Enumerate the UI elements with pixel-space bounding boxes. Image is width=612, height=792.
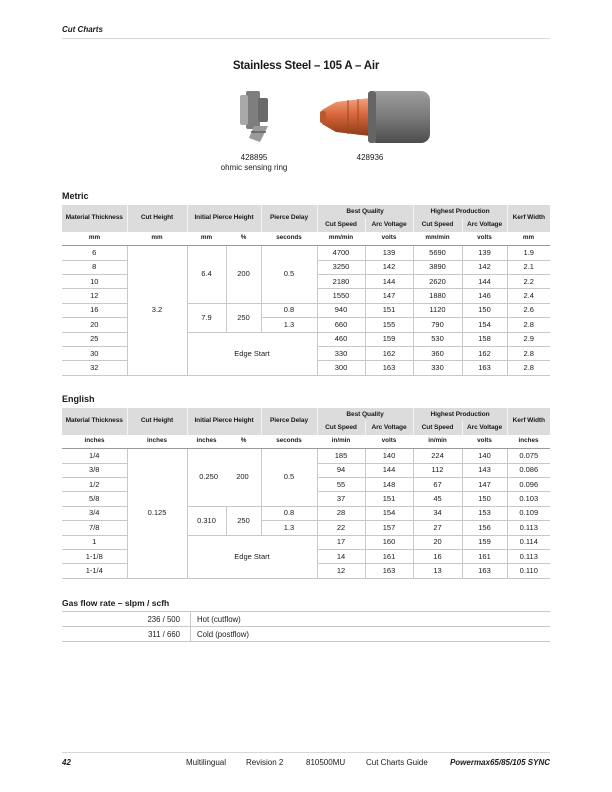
- value-cell: 330: [317, 346, 365, 360]
- unit-cell: inches: [127, 435, 187, 449]
- pierce-percent-value: 200: [236, 472, 249, 482]
- pierce-delay-cell: 0.5: [261, 246, 317, 304]
- edge-start-cell: Edge Start: [187, 332, 317, 375]
- col-cut-speed: Cut Speed: [317, 218, 365, 231]
- value-cell: 67: [413, 477, 462, 491]
- value-cell: 1120: [413, 303, 462, 317]
- gas-flow-heading: Gas flow rate – slpm / scfh: [62, 598, 170, 608]
- gas-flow-label: Hot (cutflow): [191, 612, 551, 627]
- value-cell: 163: [365, 564, 413, 578]
- unit-cell: volts: [462, 232, 507, 246]
- value-cell: 150: [462, 492, 507, 506]
- unit-cell: seconds: [261, 232, 317, 246]
- value-cell: 163: [462, 564, 507, 578]
- footer-guide: Cut Charts Guide: [366, 758, 428, 767]
- value-cell: 158: [462, 332, 507, 346]
- section-header: Cut Charts: [62, 25, 103, 34]
- value-cell: 153: [462, 506, 507, 520]
- pierce-height-cell: 0.310: [187, 506, 226, 535]
- value-cell: 2.8: [507, 361, 550, 375]
- value-cell: 28: [317, 506, 365, 520]
- value-cell: 148: [365, 477, 413, 491]
- value-cell: 161: [365, 549, 413, 563]
- thickness-cell: 10: [62, 274, 127, 288]
- col-best-quality: Best Quality: [317, 408, 413, 421]
- value-cell: 0.114: [507, 535, 550, 549]
- value-cell: 360: [413, 346, 462, 360]
- value-cell: 94: [317, 463, 365, 477]
- table-row: [62, 449, 550, 463]
- value-cell: 147: [365, 289, 413, 303]
- pierce-percent-cell: 200: [226, 246, 261, 304]
- value-cell: 155: [365, 318, 413, 332]
- table-row: [62, 612, 550, 627]
- value-cell: 2620: [413, 274, 462, 288]
- value-cell: 146: [462, 289, 507, 303]
- unit-cell: mm: [127, 232, 187, 246]
- pierce-delay-cell: 1.3: [261, 521, 317, 535]
- value-cell: 156: [462, 521, 507, 535]
- pierce-delay-cell: 0.8: [261, 506, 317, 520]
- col-pierce-delay: Pierce Delay: [261, 408, 317, 435]
- header-divider: [62, 38, 550, 39]
- value-cell: 13: [413, 564, 462, 578]
- thickness-cell: 30: [62, 346, 127, 360]
- english-table: [62, 408, 550, 579]
- value-cell: 2.1: [507, 260, 550, 274]
- value-cell: 143: [462, 463, 507, 477]
- col-highest-production: Highest Production: [413, 408, 507, 421]
- ring-part-number: 428895: [240, 153, 268, 162]
- col-kerf: Kerf Width: [507, 205, 550, 232]
- col-best-quality: Best Quality: [317, 205, 413, 218]
- col-kerf: Kerf Width: [507, 408, 550, 435]
- value-cell: 224: [413, 449, 462, 463]
- value-cell: 3250: [317, 260, 365, 274]
- value-cell: 1880: [413, 289, 462, 303]
- thickness-cell: 1-1/8: [62, 549, 127, 563]
- value-cell: 12: [317, 564, 365, 578]
- thickness-cell: 8: [62, 260, 127, 274]
- thickness-cell: 1-1/4: [62, 564, 127, 578]
- table-row: [62, 246, 550, 260]
- value-cell: 0.113: [507, 521, 550, 535]
- value-cell: 154: [365, 506, 413, 520]
- unit-cell: inches: [507, 435, 550, 449]
- value-cell: 2.2: [507, 274, 550, 288]
- value-cell: 940: [317, 303, 365, 317]
- value-cell: 142: [462, 260, 507, 274]
- thickness-cell: 20: [62, 318, 127, 332]
- cut-height-cell: 0.125: [127, 449, 187, 579]
- metric-heading: Metric: [62, 191, 89, 201]
- unit-cell: inches: [187, 435, 226, 449]
- unit-cell: volts: [462, 435, 507, 449]
- value-cell: 2.6: [507, 303, 550, 317]
- value-cell: 159: [365, 332, 413, 346]
- footer-language: Multilingual: [186, 758, 227, 767]
- value-cell: 27: [413, 521, 462, 535]
- metric-table: [62, 205, 550, 376]
- pierce-height-cell: 6.4: [187, 246, 226, 304]
- value-cell: 140: [462, 449, 507, 463]
- value-cell: 460: [317, 332, 365, 346]
- value-cell: 162: [462, 346, 507, 360]
- value-cell: 5690: [413, 246, 462, 260]
- ring-caption: [206, 153, 302, 173]
- thickness-cell: 3/8: [62, 463, 127, 477]
- nozzle-image: [318, 86, 434, 146]
- unit-cell: in/min: [317, 435, 365, 449]
- thickness-cell: 12: [62, 289, 127, 303]
- col-cut-height: Cut Height: [127, 408, 187, 435]
- value-cell: 2.8: [507, 318, 550, 332]
- pierce-percent-cell: 250: [226, 303, 261, 332]
- value-cell: 790: [413, 318, 462, 332]
- pierce-delay-cell: 0.8: [261, 303, 317, 317]
- value-cell: 147: [462, 477, 507, 491]
- thickness-cell: 16: [62, 303, 127, 317]
- thickness-cell: 32: [62, 361, 127, 375]
- footer-product: Powermax65/85/105 SYNC: [449, 758, 550, 767]
- col-arc-voltage: Arc Voltage: [365, 421, 413, 434]
- value-cell: 157: [365, 521, 413, 535]
- value-cell: 0.109: [507, 506, 550, 520]
- gas-flow-label: Cold (postflow): [191, 627, 551, 642]
- value-cell: 45: [413, 492, 462, 506]
- col-highest-production: Highest Production: [413, 205, 507, 218]
- value-cell: 140: [365, 449, 413, 463]
- ring-description: ohmic sensing ring: [220, 163, 288, 172]
- value-cell: 1.9: [507, 246, 550, 260]
- unit-cell: mm/min: [413, 232, 462, 246]
- value-cell: 1550: [317, 289, 365, 303]
- value-cell: 160: [365, 535, 413, 549]
- value-cell: 2180: [317, 274, 365, 288]
- thickness-cell: 1/2: [62, 477, 127, 491]
- col-pierce-delay: Pierce Delay: [261, 205, 317, 232]
- pierce-delay-cell: 0.5: [261, 449, 317, 507]
- value-cell: 161: [462, 549, 507, 563]
- value-cell: 163: [462, 361, 507, 375]
- unit-cell: inches: [62, 435, 127, 449]
- value-cell: 151: [365, 303, 413, 317]
- ohmic-ring-image: [234, 86, 274, 144]
- value-cell: 37: [317, 492, 365, 506]
- col-pierce-height: Initial Pierce Height: [187, 205, 261, 232]
- value-cell: 3890: [413, 260, 462, 274]
- unit-cell: %: [226, 435, 261, 449]
- english-heading: English: [62, 394, 95, 404]
- col-arc-voltage: Arc Voltage: [462, 421, 507, 434]
- unit-cell: mm: [187, 232, 226, 246]
- value-cell: 55: [317, 477, 365, 491]
- col-cut-height: Cut Height: [127, 205, 187, 232]
- value-cell: 0.075: [507, 449, 550, 463]
- thickness-cell: 1: [62, 535, 127, 549]
- col-material: Material Thickness: [62, 205, 127, 232]
- footer-divider: [62, 752, 550, 753]
- gas-flow-table: [62, 611, 550, 642]
- pierce-delay-cell: 1.3: [261, 318, 317, 332]
- value-cell: 139: [462, 246, 507, 260]
- col-cut-speed: Cut Speed: [413, 421, 462, 434]
- unit-cell: mm: [507, 232, 550, 246]
- unit-cell: volts: [365, 232, 413, 246]
- pierce-height-value: 0.250: [199, 472, 219, 482]
- value-cell: 2.8: [507, 346, 550, 360]
- value-cell: 22: [317, 521, 365, 535]
- col-pierce-height: Initial Pierce Height: [187, 408, 261, 435]
- value-cell: 144: [365, 463, 413, 477]
- pierce-height-cell: 7.9: [187, 303, 226, 332]
- value-cell: 17: [317, 535, 365, 549]
- value-cell: 0.096: [507, 477, 550, 491]
- col-arc-voltage: Arc Voltage: [365, 218, 413, 231]
- value-cell: 144: [462, 274, 507, 288]
- value-cell: 14: [317, 549, 365, 563]
- value-cell: 0.113: [507, 549, 550, 563]
- value-cell: 660: [317, 318, 365, 332]
- value-cell: 330: [413, 361, 462, 375]
- value-cell: 151: [365, 492, 413, 506]
- value-cell: 2.4: [507, 289, 550, 303]
- value-cell: 4700: [317, 246, 365, 260]
- edge-start-cell: Edge Start: [187, 535, 317, 578]
- gas-flow-value: 236 / 500: [62, 612, 191, 627]
- value-cell: 0.086: [507, 463, 550, 477]
- unit-cell: mm: [62, 232, 127, 246]
- cut-height-cell: 3.2: [127, 246, 187, 376]
- value-cell: 162: [365, 346, 413, 360]
- thickness-cell: 5/8: [62, 492, 127, 506]
- value-cell: 0.103: [507, 492, 550, 506]
- page-title: Stainless Steel – 105 A – Air: [232, 60, 380, 72]
- value-cell: 150: [462, 303, 507, 317]
- unit-cell: volts: [365, 435, 413, 449]
- unit-cell: in/min: [413, 435, 462, 449]
- nozzle-part-number: 428936: [356, 153, 384, 162]
- value-cell: 530: [413, 332, 462, 346]
- value-cell: 16: [413, 549, 462, 563]
- value-cell: 139: [365, 246, 413, 260]
- thickness-cell: 1/4: [62, 449, 127, 463]
- value-cell: 34: [413, 506, 462, 520]
- value-cell: 154: [462, 318, 507, 332]
- thickness-cell: 3/4: [62, 506, 127, 520]
- value-cell: 159: [462, 535, 507, 549]
- col-cut-speed: Cut Speed: [317, 421, 365, 434]
- col-arc-voltage: Arc Voltage: [462, 218, 507, 231]
- footer-doc-number: 810500MU: [306, 758, 346, 767]
- page-number: 42: [62, 758, 71, 767]
- value-cell: 2.9: [507, 332, 550, 346]
- thickness-cell: 25: [62, 332, 127, 346]
- thickness-cell: 7/8: [62, 521, 127, 535]
- value-cell: 112: [413, 463, 462, 477]
- table-row: [62, 627, 550, 642]
- value-cell: 20: [413, 535, 462, 549]
- pierce-percent-cell: 250: [226, 506, 261, 535]
- value-cell: 142: [365, 260, 413, 274]
- value-cell: 300: [317, 361, 365, 375]
- value-cell: 163: [365, 361, 413, 375]
- value-cell: 0.110: [507, 564, 550, 578]
- value-cell: 185: [317, 449, 365, 463]
- footer-revision: Revision 2: [246, 758, 284, 767]
- unit-cell: %: [226, 232, 261, 246]
- col-cut-speed: Cut Speed: [413, 218, 462, 231]
- unit-cell: mm/min: [317, 232, 365, 246]
- value-cell: 144: [365, 274, 413, 288]
- gas-flow-value: 311 / 660: [62, 627, 191, 642]
- unit-cell: seconds: [261, 435, 317, 449]
- thickness-cell: 6: [62, 246, 127, 260]
- pierce-group-a: [187, 449, 261, 507]
- col-material: Material Thickness: [62, 408, 127, 435]
